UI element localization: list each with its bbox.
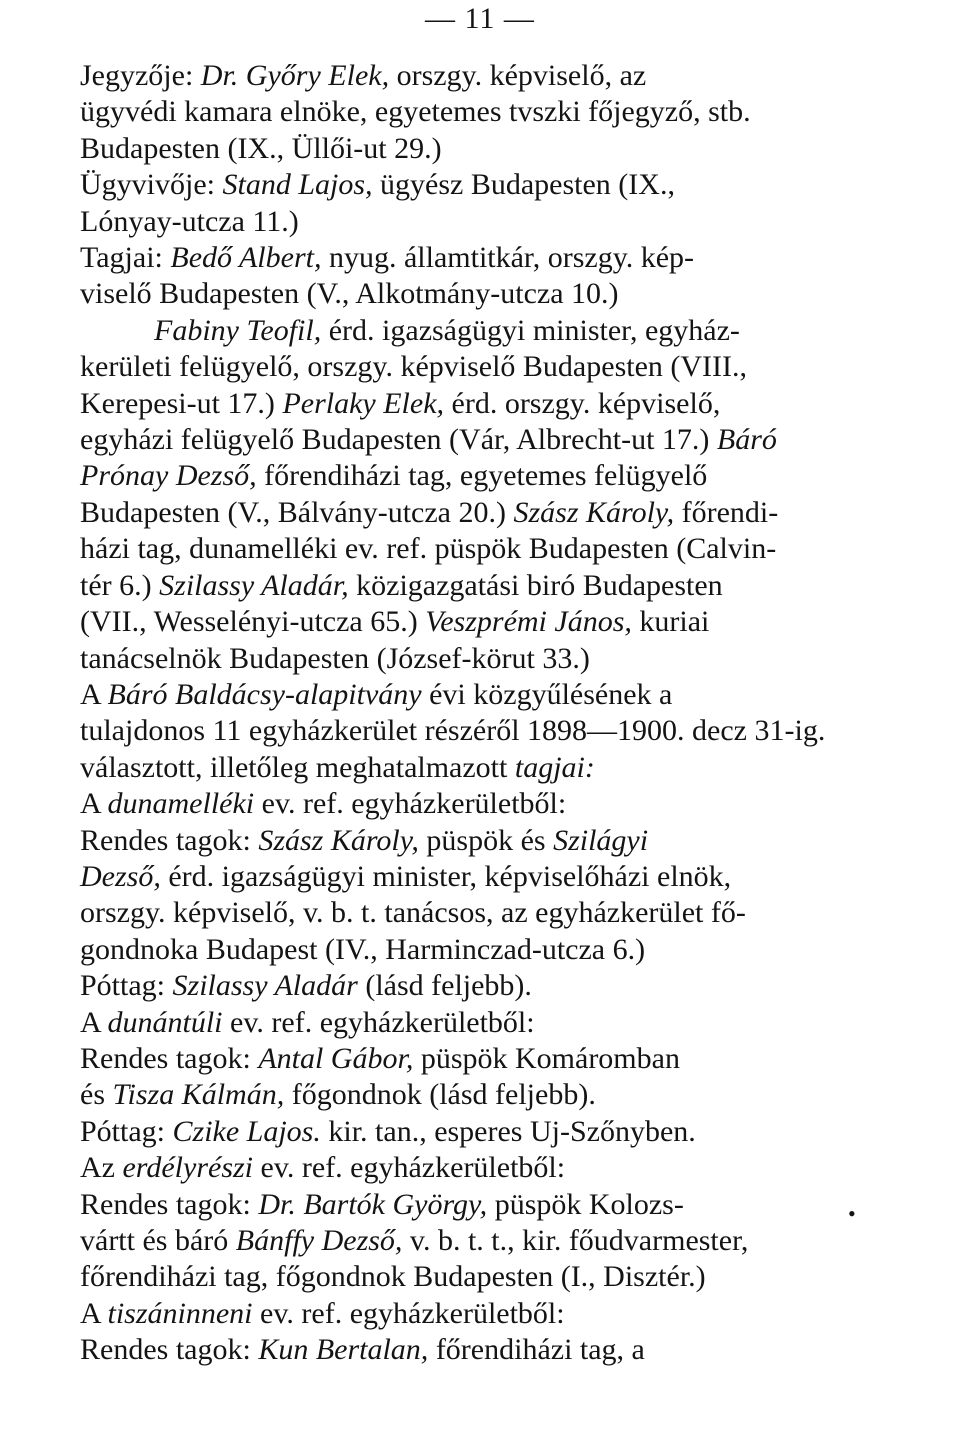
text-line: orszgy. képviselő, v. b. t. tanácsos, az egyházkerület fő- (80, 896, 746, 930)
paragraph-dunantuli-pottag (6, 1114, 826, 1150)
text-line: egyházi felügyelő Budapesten (Vár, Albrecht-ut 17.) Báró (80, 423, 777, 457)
text-line: tér 6.) Szilassy Aladár, közigazgatási biró Budapesten (80, 568, 723, 602)
section-heading-dunamelleki (6, 786, 826, 822)
text-line: A tiszáninneni ev. ref. egyházkerületből: (80, 1296, 565, 1330)
text-line: kerületi felügyelő, orszgy. képviselő Budapesten (VIII., (80, 350, 748, 384)
text-line: főrendiházi tag, főgondnok Budapesten (I., Disztér.) (80, 1260, 706, 1294)
text-line: választott, illetőleg meghatalmazott tagjai: (80, 750, 595, 784)
page-number: — 11 — (425, 2, 535, 35)
text-line: Budapesten (IX., Üllői-ut 29.) (80, 131, 442, 165)
section-heading-dunantuli (6, 1005, 826, 1041)
text-line: A dunántúli ev. ref. egyházkerületből: (80, 1005, 535, 1039)
text-line: tulajdonos 11 egyházkerület részéről 1898—1900. decz 31-ig. (80, 714, 826, 748)
paragraph-tiszaninneni-rendes (6, 1332, 826, 1368)
text-line: Ügyvivője: Stand Lajos, ügyész Budapesten (IX., (80, 168, 675, 202)
text-line: Rendes tagok: Szász Károly, püspök és Szilágyi (80, 823, 649, 857)
text-line: Kerepesi-ut 17.) Perlaky Elek, érd. orszgy. képviselő, (80, 386, 721, 420)
text-line: gondnoka Budapest (IV., Harminczad-utcza 6.) (80, 932, 646, 966)
text-line: és Tisza Kálmán, főgondnok (lásd feljebb). (80, 1078, 596, 1112)
text-line: Lónyay-utcza 11.) (80, 204, 299, 238)
text-line: Póttag: Szilassy Aladár (lásd feljebb). (80, 969, 532, 1003)
text-line: vártt és báró Bánffy Dezső, v. b. t. t., kir. főudvarmester, (80, 1224, 749, 1257)
text-line: Jegyzője: Dr. Győry Elek, orszgy. képviselő, az (80, 59, 647, 92)
text-body (6, 58, 826, 1369)
text-line: Rendes tagok: Antal Gábor, püspök Komáromban (80, 1041, 680, 1075)
paragraph-ugyvivo (6, 167, 826, 240)
text-line: viselő Budapesten (V., Alkotmány-utcza 10.) (80, 277, 619, 311)
text-line: Fabiny Teofil, érd. igazságügyi minister, egyház- (154, 313, 740, 347)
text-line: házi tag, dunamelléki ev. ref. püspök Budapesten (Calvin- (80, 532, 777, 566)
text-line: tanácselnök Budapesten (József-körut 33.) (80, 641, 590, 675)
text-line: Dezső, érd. igazságügyi minister, képviselőházi elnök, (80, 859, 732, 893)
text-line: Az erdélyrészi ev. ref. egyházkerületből: (80, 1151, 566, 1185)
paragraph-dunamelleki-rendes (6, 823, 826, 969)
text-line: Tagjai: Bedő Albert, nyug. államtitkár, orszgy. kép- (80, 241, 695, 275)
paragraph-tagjai (6, 240, 826, 677)
text-line: Budapesten (V., Bálvány-utcza 20.) Szász Károly, főrendi- (80, 495, 779, 529)
text-line: Rendes tagok: Dr. Bartók György, püspök Kolozs- (80, 1187, 684, 1221)
section-heading-tiszaninneni (6, 1296, 826, 1332)
paragraph-dunamelleki-pottag (6, 968, 826, 1004)
text-line: A Báró Baldácsy-alapitvány évi közgyűlésének a (80, 677, 673, 711)
text-line: (VII., Wesselényi-utcza 65.) Veszprémi János, kuriai (80, 605, 710, 639)
text-line: Prónay Dezső, főrendiházi tag, egyetemes felügyelő (80, 459, 708, 493)
text-line: A dunamelléki ev. ref. egyházkerületből: (80, 787, 567, 821)
section-heading-erdelyreszi (6, 1150, 826, 1186)
text-line: Póttag: Czike Lajos. kir. tan., esperes Uj-Szőnyben. (80, 1114, 696, 1148)
margin-mark: • (848, 1201, 856, 1226)
text-line: ügyvédi kamara elnöke, egyetemes tvszki főjegyző, stb. (80, 95, 751, 129)
paragraph-baldacsy (6, 677, 826, 786)
paragraph-jegyzo (6, 58, 826, 167)
paragraph-erdelyreszi-rendes (6, 1187, 826, 1296)
text-line: Rendes tagok: Kun Bertalan, főrendiházi tag, a (80, 1333, 645, 1367)
paragraph-dunantuli-rendes (6, 1041, 826, 1114)
